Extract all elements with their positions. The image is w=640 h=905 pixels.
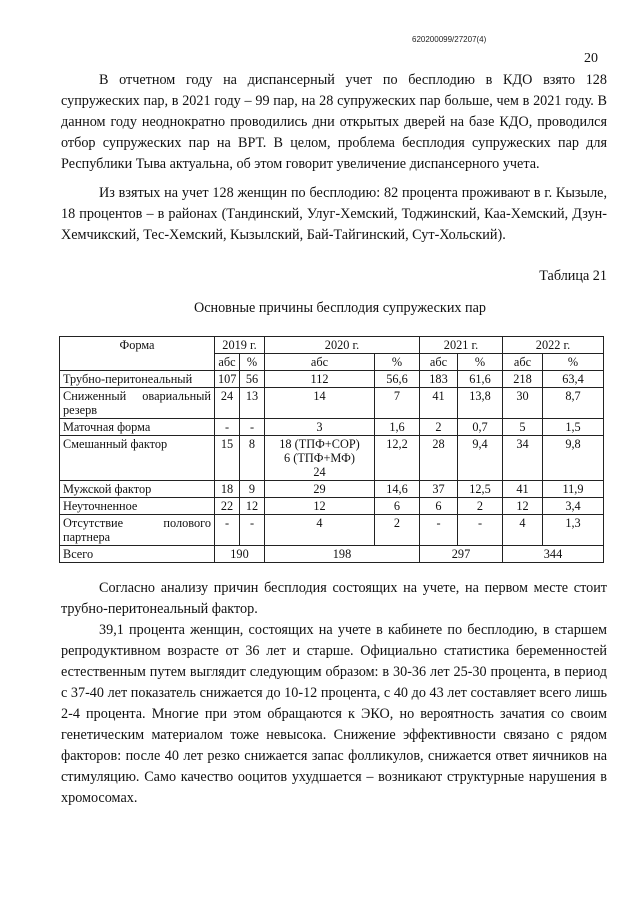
table-header-row: [60, 337, 604, 354]
header-2021: 2021 г.: [420, 337, 503, 354]
cell-pct-2021: 12,5: [458, 481, 503, 498]
infertility-causes-table: [59, 336, 604, 563]
cell-abs-2022: 4: [503, 515, 543, 546]
cell-abs-2022: 12: [503, 498, 543, 515]
header-2022: 2022 г.: [503, 337, 604, 354]
header-abs: абс: [503, 354, 543, 371]
cell-pct-2022: 1,5: [543, 419, 604, 436]
header-pct: %: [375, 354, 420, 371]
cell-abs-2021: -: [420, 515, 458, 546]
cell-pct-2022: 1,3: [543, 515, 604, 546]
cell-pct-2022: 9,8: [543, 436, 604, 481]
header-2020: 2020 г.: [265, 337, 420, 354]
table-row: [60, 388, 604, 419]
cell-abs-2021: 41: [420, 388, 458, 419]
total-2020: 198: [265, 546, 420, 563]
cell-abs-2022: 34: [503, 436, 543, 481]
mixed-factor-line: 6 (ТПФ+МФ): [284, 451, 355, 465]
document-id: 620200099/27207(4): [412, 35, 487, 44]
cell-pct-2021: 9,4: [458, 436, 503, 481]
header-pct: %: [240, 354, 265, 371]
cell-pct-2020: 6: [375, 498, 420, 515]
cell-abs-2021: 28: [420, 436, 458, 481]
cell-pct-2021: 61,6: [458, 371, 503, 388]
table-caption: Таблица 21: [539, 268, 607, 284]
cell-abs-2020: 4: [265, 515, 375, 546]
row-form: Трубно-перитонеальный: [60, 371, 215, 388]
cell-pct-2020: 12,2: [375, 436, 420, 481]
cell-abs-2021: 2: [420, 419, 458, 436]
cell-abs-2019: 107: [215, 371, 240, 388]
paragraph-registration: В отчетном году на диспансерный учет по бесплодию в КДО взято 128 супружеских пар, в 2021 году – 99 пар, на 28 супружеских пар больше, чем в 2021 году. В данном году неоднократно проводились дни открытых дверей на базе КДО, проводился отбор супружеских пар на ВРТ. В целом, проблема бесплодия супружеских пар для Республики Тыва актуальна, об этом говорит увеличение диспансерного учета.: [61, 72, 607, 172]
cell-pct-2020: 56,6: [375, 371, 420, 388]
cell-pct-2020: 2: [375, 515, 420, 546]
cell-abs-2020: 3: [265, 419, 375, 436]
total-2021: 297: [420, 546, 503, 563]
row-form: Всего: [60, 546, 215, 563]
cell-pct-2020: 1,6: [375, 419, 420, 436]
table-row: [60, 498, 604, 515]
cell-abs-2021: 37: [420, 481, 458, 498]
mixed-factor-total: 24: [313, 465, 326, 479]
header-abs: абс: [420, 354, 458, 371]
cell-abs-2019: -: [215, 419, 240, 436]
cell-pct-2021: -: [458, 515, 503, 546]
page-number: 20: [584, 51, 598, 66]
cell-abs-2020: 29: [265, 481, 375, 498]
table-row: [60, 481, 604, 498]
table-row: [60, 515, 604, 546]
cell-abs-2022: 41: [503, 481, 543, 498]
cell-pct-2019: -: [240, 515, 265, 546]
cell-pct-2020: 7: [375, 388, 420, 419]
cell-pct-2022: 63,4: [543, 371, 604, 388]
paragraph-residence: Из взятых на учет 128 женщин по бесплодию: 82 процента проживают в г. Кызыле, 18 процентов – в районах (Тандинский, Улуг-Хемский, Тоджинский, Каа-Хемский, Дзун-Хемчикский, Тес-Хемский, Кызылский, Бай-Тайгинский, Сут-Хольский).: [61, 185, 607, 243]
total-2019: 190: [215, 546, 265, 563]
paragraph-age-statistics: 39,1 процента женщин, состоящих на учете в кабинете по бесплодию, в старшем репродуктивном возрасте от 36 лет и старше. Официально статистика беременностей естественным путем выглядит следующим образом: в 30-36 лет 25-30 процента, в период с 37-40 лет показатель снижается до 10-12 процента, с 40 до 43 лет составляет всего лишь 2-4 процента. Многие при этом обращаются к ЭКО, но вероятность зачатия со своим генетическим материалом тоже невысока. Снижение эффективности связано с рядом факторов: после 40 лет резко снижается запас фолликулов, снижается ответ яичников на стимуляцию. Само качество ооцитов ухудшается – возникают структурные нарушения в хромосомах.: [61, 622, 607, 806]
cell-pct-2019: 56: [240, 371, 265, 388]
cell-pct-2021: 0,7: [458, 419, 503, 436]
cell-abs-2020: [265, 436, 375, 481]
cell-abs-2019: 15: [215, 436, 240, 481]
cell-abs-2019: 22: [215, 498, 240, 515]
table-row: [60, 371, 604, 388]
cell-pct-2022: 3,4: [543, 498, 604, 515]
table-row: [60, 436, 604, 481]
cell-abs-2022: 5: [503, 419, 543, 436]
cell-pct-2019: 8: [240, 436, 265, 481]
cell-abs-2022: 218: [503, 371, 543, 388]
cell-pct-2019: -: [240, 419, 265, 436]
header-abs: абс: [265, 354, 375, 371]
header-abs: абс: [215, 354, 240, 371]
cell-pct-2021: 2: [458, 498, 503, 515]
row-form: Мужской фактор: [60, 481, 215, 498]
cell-abs-2019: 18: [215, 481, 240, 498]
cell-pct-2019: 13: [240, 388, 265, 419]
row-form: Неуточненное: [60, 498, 215, 515]
header-pct: %: [458, 354, 503, 371]
cell-pct-2021: 13,8: [458, 388, 503, 419]
cell-pct-2022: 11,9: [543, 481, 604, 498]
cell-abs-2020: 14: [265, 388, 375, 419]
cell-pct-2020: 14,6: [375, 481, 420, 498]
header-pct: %: [543, 354, 604, 371]
cell-abs-2021: 6: [420, 498, 458, 515]
cell-abs-2022: 30: [503, 388, 543, 419]
header-2019: 2019 г.: [215, 337, 265, 354]
cell-abs-2020: 12: [265, 498, 375, 515]
cell-pct-2022: 8,7: [543, 388, 604, 419]
row-form: Смешанный фактор: [60, 436, 215, 481]
table-title: Основные причины бесплодия супружеских пар: [193, 300, 487, 316]
row-form: Маточная форма: [60, 419, 215, 436]
cell-abs-2020: 112: [265, 371, 375, 388]
table-row: [60, 419, 604, 436]
header-form: Форма: [60, 337, 215, 371]
cell-abs-2021: 183: [420, 371, 458, 388]
total-2022: 344: [503, 546, 604, 563]
cell-pct-2019: 9: [240, 481, 265, 498]
row-form: Сниженный овариальный резерв: [60, 388, 215, 419]
mixed-factor-line: 18 (ТПФ+СОР): [279, 437, 360, 451]
table-total-row: [60, 546, 604, 563]
cell-abs-2019: 24: [215, 388, 240, 419]
paragraph-analysis: Согласно анализу причин бесплодия состоящих на учете, на первом месте стоит трубно-перитонеальный фактор.: [61, 580, 607, 617]
cell-abs-2019: -: [215, 515, 240, 546]
cell-pct-2019: 12: [240, 498, 265, 515]
row-form: Отсутствие полового партнера: [60, 515, 215, 546]
